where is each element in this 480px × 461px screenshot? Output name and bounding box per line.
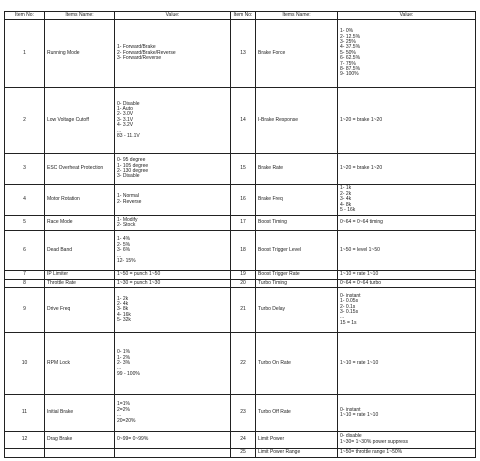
right-item-no-cell: 24 (231, 432, 256, 448)
left-item-value-cell: 0- 1% 1- 2% 2- 3% ... 99 - 100% (115, 333, 231, 395)
left-item-no-cell: 4 (5, 184, 45, 215)
right-item-name-cell: Limit Power Range (256, 448, 338, 457)
left-item-name-cell: Motor Rotation (45, 184, 115, 215)
right-item-no-cell: 22 (231, 333, 256, 395)
table-row (5, 153, 476, 184)
table-row (5, 287, 476, 332)
right-item-name-cell: Brake Rate (256, 153, 338, 184)
right-item-name-cell: Brake Freq (256, 184, 338, 215)
left-item-value-cell: 0- Disable 1- Auto 2- 3.0V 3- 3.1V 4- 3.2V ... 83 - 11.1V (115, 88, 231, 154)
table-row (5, 184, 476, 215)
table-row (5, 215, 476, 230)
right-item-no-cell: 15 (231, 153, 256, 184)
left-item-no-cell: 1 (5, 20, 45, 88)
right-item-no-cell: 25 (231, 448, 256, 457)
header-value-right: Value: (338, 12, 476, 20)
table-row (5, 88, 476, 154)
table-row (5, 432, 476, 448)
left-item-no-cell: 9 (5, 287, 45, 332)
left-item-no-cell: 6 (5, 231, 45, 271)
right-item-value-cell: 1- 0% 2- 12.5% 3- 25% 4- 37.5% 5- 50% 6- 62.5% 7- 75% 8- 87.5% 9- 100% (338, 20, 476, 88)
left-item-no-cell: 7 (5, 271, 45, 279)
left-item-value-cell: 1~30 = punch 1~30 (115, 279, 231, 287)
left-item-value-cell: 1- 2k 2- 4k 3- 8k 4- 16k 5- 32k (115, 287, 231, 332)
left-item-no-cell: 5 (5, 215, 45, 230)
header-items-name-right: Items Name: (256, 12, 338, 20)
right-item-no-cell: 13 (231, 20, 256, 88)
right-item-value-cell: 0~64 = 0~64 turbo (338, 279, 476, 287)
right-item-name-cell: Limit Power (256, 432, 338, 448)
right-item-no-cell: 20 (231, 279, 256, 287)
left-item-value-cell: 0- 95 degree 1- 105 degree 2- 130 degree 3- Disable (115, 153, 231, 184)
left-item-name-cell: RPM Lock (45, 333, 115, 395)
right-item-value-cell: 1~50 = level 1~50 (338, 231, 476, 271)
left-item-value-cell: 0~99= 0~99% (115, 432, 231, 448)
right-item-name-cell: I-Brake Response (256, 88, 338, 154)
right-item-name-cell: Turbo Off Rate (256, 395, 338, 432)
header-item-no: Item No: (5, 12, 45, 20)
left-item-no-cell: 10 (5, 333, 45, 395)
table-row (5, 20, 476, 88)
header-value: Value: (115, 12, 231, 20)
right-item-value-cell: 0~64 = 0~64 timing (338, 215, 476, 230)
right-item-name-cell: Boost Trigger Level (256, 231, 338, 271)
left-item-no-cell: 12 (5, 432, 45, 448)
right-item-no-cell: 18 (231, 231, 256, 271)
table-row (5, 271, 476, 279)
right-item-no-cell: 19 (231, 271, 256, 279)
table-row (5, 333, 476, 395)
left-item-name-cell: Dead Band (45, 231, 115, 271)
right-item-no-cell: 17 (231, 215, 256, 230)
right-item-name-cell: Brake Force (256, 20, 338, 88)
header-item-no-right: Item No: (231, 12, 256, 20)
right-item-value-cell: 1~10 = rate 1~10 (338, 333, 476, 395)
left-item-no-cell: 2 (5, 88, 45, 154)
left-item-name-cell: Low Voltage Cutoff (45, 88, 115, 154)
left-item-no-cell: 3 (5, 153, 45, 184)
left-item-name-cell: Drag Brake (45, 432, 115, 448)
right-item-value-cell: 0- instant 1- 0.05s 2- 0.1s 3- 0.15s ... 15 = 1s (338, 287, 476, 332)
left-item-name-cell: IP Limiter (45, 271, 115, 279)
right-item-name-cell: Turbo Timing (256, 279, 338, 287)
left-item-no-cell: 8 (5, 279, 45, 287)
table-body (5, 20, 476, 458)
right-item-name-cell: Boost Timing (256, 215, 338, 230)
left-item-name-cell: Drive Freq (45, 287, 115, 332)
left-item-value-cell: 1- Forward/Brake 2- Forward/Brake/Reverse 3- Forward/Reverse (115, 20, 231, 88)
right-item-value-cell: 0- instant 1~10 = rate 1~10 (338, 395, 476, 432)
right-item-name-cell: Turbo Delay (256, 287, 338, 332)
right-item-value-cell: 1~10 = rate 1~10 (338, 271, 476, 279)
left-item-no-cell (5, 448, 45, 457)
table-row (5, 231, 476, 271)
header-row (5, 12, 476, 20)
table-row (5, 448, 476, 457)
left-item-value-cell: 1=1% 2=2% ... 20=20% (115, 395, 231, 432)
left-item-name-cell: Initial Brake (45, 395, 115, 432)
right-item-no-cell: 21 (231, 287, 256, 332)
table-row (5, 395, 476, 432)
settings-table (4, 11, 476, 458)
left-item-value-cell: 1- Modify 2- Stock (115, 215, 231, 230)
left-item-name-cell: Race Mode (45, 215, 115, 230)
table-row (5, 279, 476, 287)
left-item-name-cell: Running Mode (45, 20, 115, 88)
right-item-value-cell: 1~50= throttle range 1~50% (338, 448, 476, 457)
right-item-no-cell: 16 (231, 184, 256, 215)
right-item-name-cell: Boost Trigger Rate (256, 271, 338, 279)
left-item-name-cell: Throttle Rate (45, 279, 115, 287)
right-item-value-cell: 1~20 = brake 1~20 (338, 153, 476, 184)
left-item-value-cell: 1~50 = punch 1~50 (115, 271, 231, 279)
left-item-name-cell: ESC Overheat Protection (45, 153, 115, 184)
left-item-no-cell: 11 (5, 395, 45, 432)
right-item-no-cell: 23 (231, 395, 256, 432)
left-item-value-cell (115, 448, 231, 457)
right-item-no-cell: 14 (231, 88, 256, 154)
left-item-name-cell (45, 448, 115, 457)
left-item-value-cell: 1- Normal 2- Reverse (115, 184, 231, 215)
right-item-value-cell: 0- disable 1~30= 1~30% power suppress (338, 432, 476, 448)
right-item-name-cell: Turbo On Rate (256, 333, 338, 395)
header-items-name: Items Name: (45, 12, 115, 20)
right-item-value-cell: 1~20 = brake 1~20 (338, 88, 476, 154)
right-item-value-cell: 1- 1k 2- 2k 3- 4k 4- 8k 5 - 16k (338, 184, 476, 215)
left-item-value-cell: 1- 4% 2- 5% 3- 6% ... 12- 15% (115, 231, 231, 271)
